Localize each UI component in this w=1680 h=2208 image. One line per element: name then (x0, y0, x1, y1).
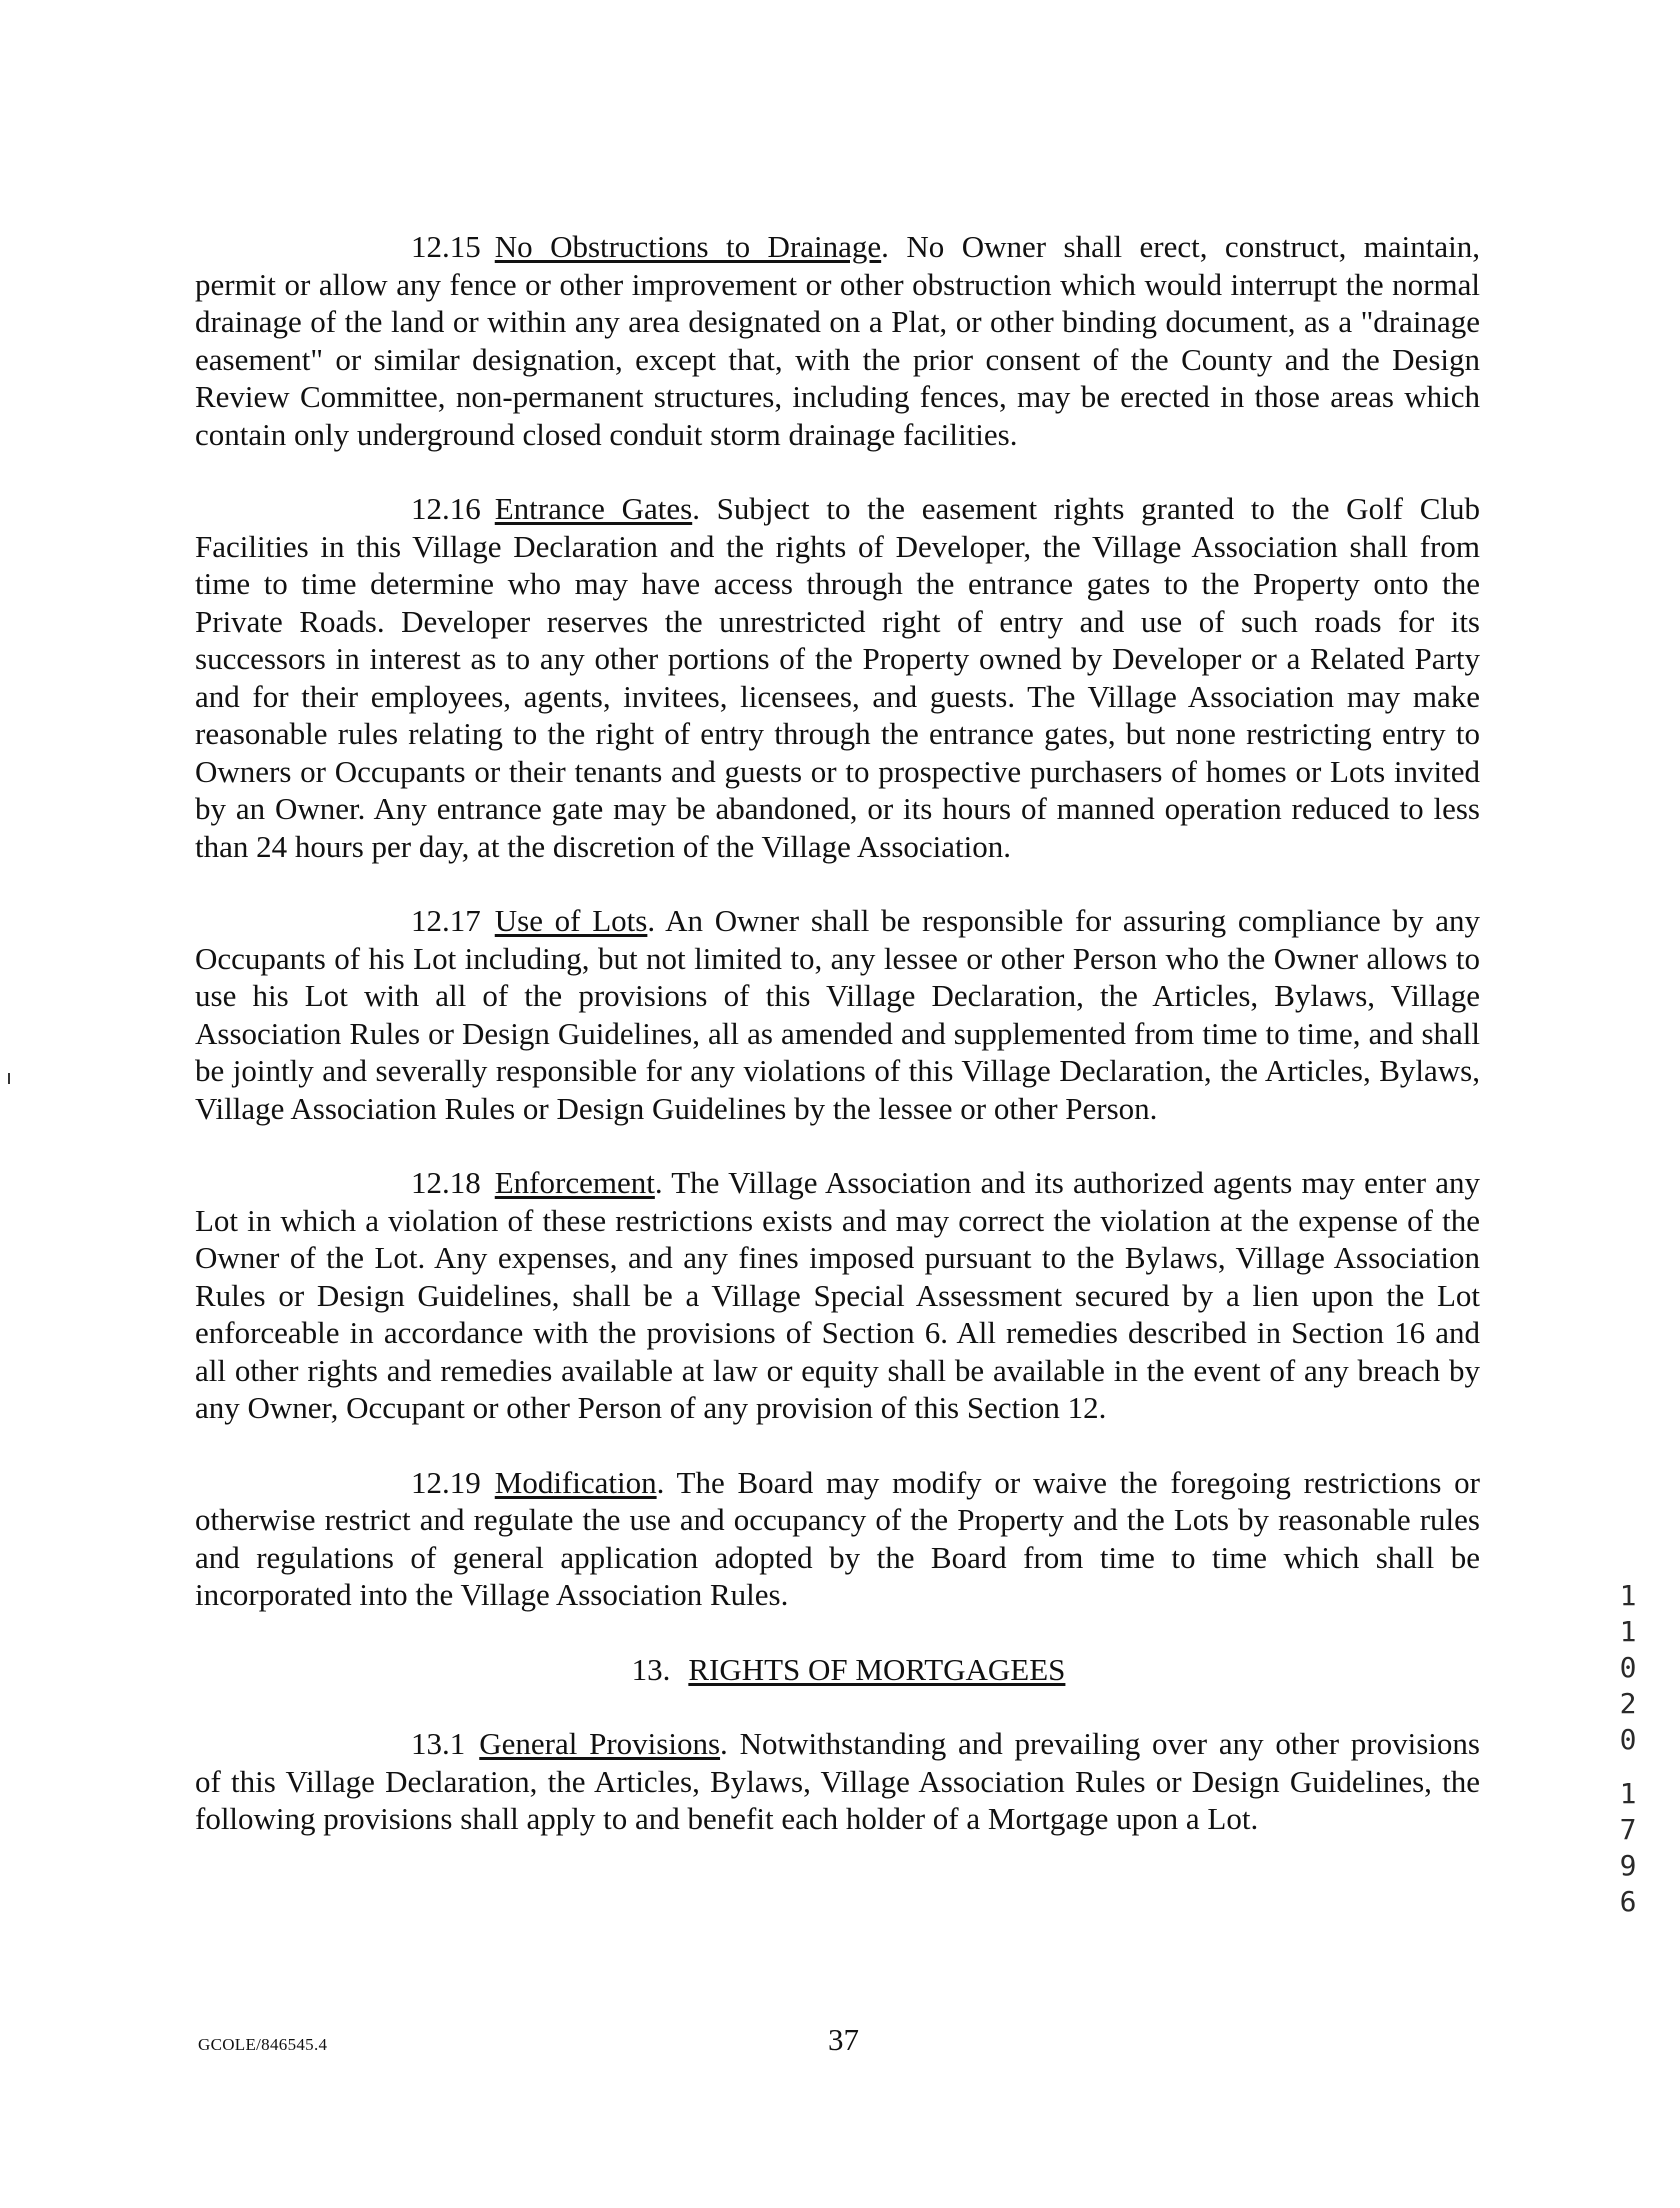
paragraph-12-16 (195, 490, 1480, 865)
stamp-digit: 7 (1619, 1813, 1637, 1846)
paragraph-13-1 (195, 1725, 1480, 1838)
paragraph-text: . The Board may modify or waive the foregoing restrictions or otherwise restrict and regulate the use and occupancy of the Property and the Lots by reasonable rules and regulations of general application adopted by the Board from time to time which shall be incorporated into the Village Association Rules. (195, 1464, 1480, 1612)
paragraph-12-19 (195, 1464, 1480, 1614)
paragraph-text: . An Owner shall be responsible for assuring compliance by any Occupants of his Lot including, but not limited to, any lessee or other Person who the Owner allows to use his Lot with all of the provisions of this Village Declaration, the Articles, Bylaws, Village Association Rules or Design Guidelines, all as amended and supplemented from time to time, and shall be jointly and severally responsible for any violations of this Village Declaration, the Articles, Bylaws, Village Association Rules or Design Guidelines by the lessee or other Person. (195, 903, 1480, 1126)
paragraph-number: 12.16 (411, 491, 481, 526)
section-title: RIGHTS OF MORTGAGEES (688, 1651, 1066, 1687)
section-number: 13. (631, 1651, 671, 1687)
paragraph-number: 12.19 (411, 1464, 481, 1500)
paragraph-text: . No Owner shall erect, construct, maintain, permit or allow any fence or other improvement or other obstruction which would interrupt the normal drainage of the land or within any area designated on a Plat, or other binding document, as a "drainage easement" or similar designation, except that, with the prior consent of the County and the Design Review Committee, non-permanent structures, including fences, may be erected in those areas which contain only underground closed conduit storm drainage facilities. (195, 229, 1480, 452)
paragraph-title: No Obstructions to Drainage (494, 229, 882, 264)
paragraph-number: 12.17 (411, 903, 481, 938)
stamp-digit: 9 (1619, 1849, 1637, 1882)
paragraph-12-18 (195, 1164, 1480, 1427)
stamp-digit: 0 (1619, 1723, 1637, 1756)
paragraph-12-17 (195, 902, 1480, 1127)
stamp-digit: 1 (1619, 1777, 1637, 1810)
stamp-digit: 2 (1619, 1687, 1637, 1720)
stamp-digit: 1 (1619, 1615, 1637, 1648)
stamp-digit: 6 (1619, 1885, 1637, 1918)
paragraph-text: . The Village Association and its authorized agents may enter any Lot in which a violation of these restrictions exists and may correct the violation at the expense of the Owner of the Lot. Any expenses, and any fines imposed pursuant to the Bylaws, Village Association Rules or Design Guidelines, shall be a Village Special Assessment secured by a lien upon the Lot enforceable in accordance with the provisions of Section 6. All remedies described in Section 16 and all other rights and remedies available at law or equity shall be available in the event of any breach by any Owner, Occupant or other Person of any provision of this Section 12. (195, 1165, 1480, 1425)
paragraph-number: 12.18 (411, 1165, 481, 1200)
paragraph-number: 12.15 (411, 229, 481, 264)
paragraph-12-15 (195, 228, 1480, 453)
stamp-digit: 1 (1619, 1579, 1637, 1612)
scan-artifact-mark (8, 1073, 10, 1084)
paragraph-number: 13.1 (411, 1726, 466, 1761)
paragraph-text: . Subject to the easement rights granted to the Golf Club Facilities in this Village Declaration and the rights of Developer, the Village Association shall from time to time determine who may have access through the entrance gates to the Property onto the Private Roads. Developer reserves the unrestricted right of entry and use of such roads for its successors in interest as to any other portions of the Property owned by Developer or a Related Party and for their employees, agents, invitees, licensees, and guests. The Village Association may make reasonable rules relating to the right of entry through the entrance gates, but none restricting entry to Owners or Occupants or their tenants and guests or to prospective purchasers of homes or Lots invited by an Owner. Any entrance gate may be abandoned, or its hours of manned operation reduced to less than 24 hours per day, at the discretion of the Village Association. (195, 491, 1481, 864)
paragraph-title: General Provisions (479, 1726, 721, 1761)
footer-document-id: GCOLE/846545.4 (198, 2035, 328, 2054)
stamp-digit: 0 (1619, 1651, 1637, 1684)
stamp-gap (1614, 1758, 1642, 1776)
paragraph-title: Entrance Gates (494, 491, 693, 526)
margin-recording-stamp (1614, 1578, 1642, 1920)
paragraph-title: Use of Lots (494, 903, 648, 938)
document-body (195, 228, 1480, 1875)
paragraph-title: Enforcement (494, 1165, 655, 1200)
paragraph-title: Modification (494, 1464, 657, 1500)
page-number: 37 (828, 2022, 859, 2057)
section-heading (195, 1651, 1480, 1689)
paragraph-text: . Notwithstanding and prevailing over any other provisions of this Village Declaration, the Articles, Bylaws, Village Association Rules or Design Guidelines, the following provisions shall apply to and benefit each holder of a Mortgage upon a Lot. (195, 1726, 1480, 1836)
